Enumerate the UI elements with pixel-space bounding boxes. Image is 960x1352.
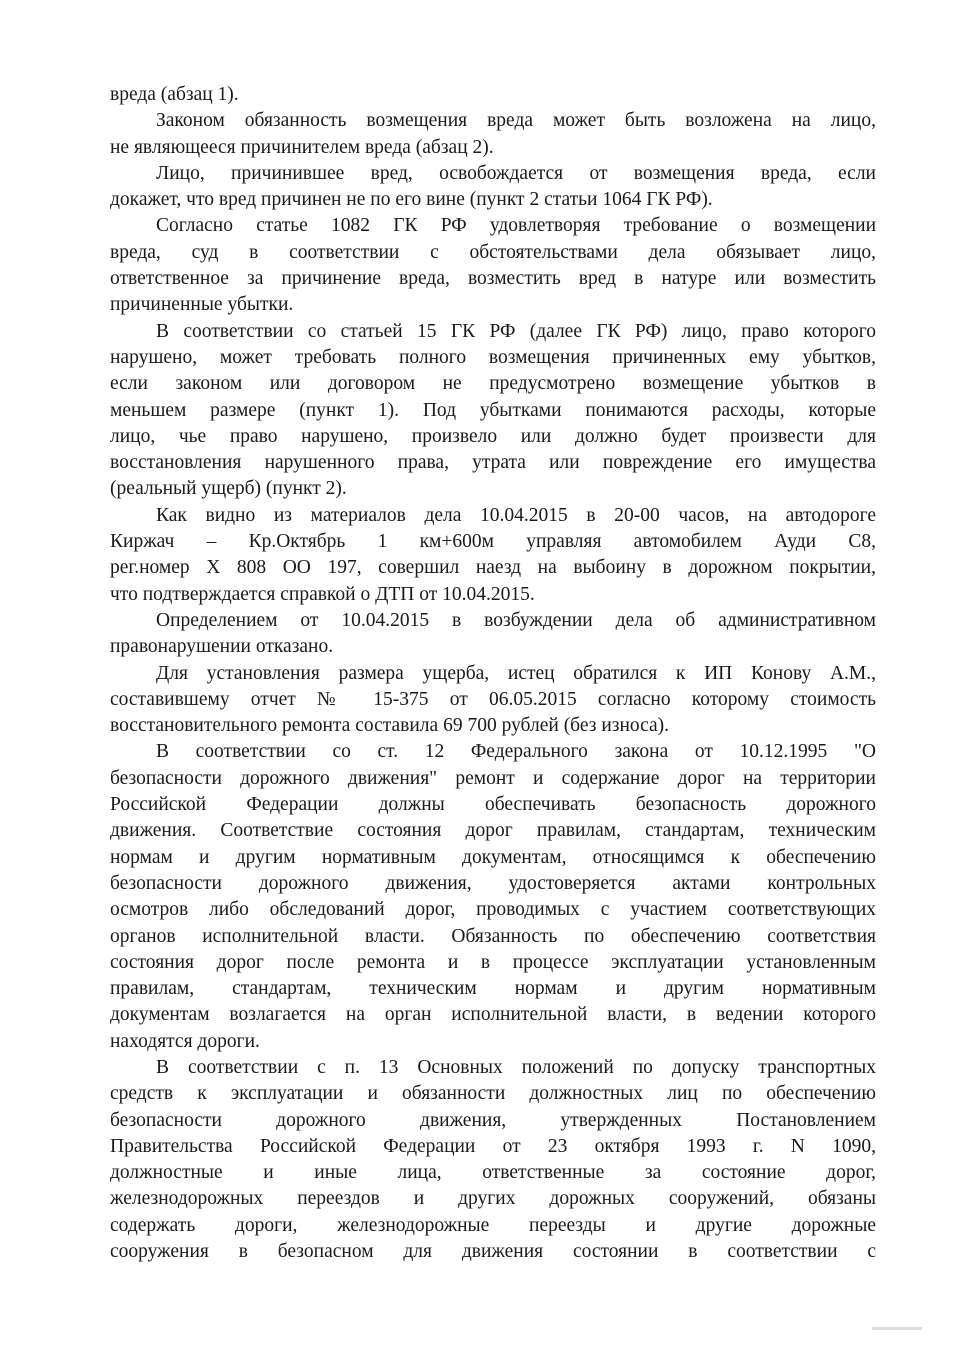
scan-artifact xyxy=(872,1327,922,1330)
text-line: восстановления нарушенного права, утрата или повреждение его имущества xyxy=(110,452,876,474)
text-line: нормам и другим нормативным документам, относящимся к обеспечению xyxy=(110,846,876,868)
document-page xyxy=(110,82,876,1265)
text-line: железнодорожных переездов и других дорожных сооружений, обязаны xyxy=(110,1188,876,1210)
text-line: восстановительного ремонта составила 69 700 рублей (без износа). xyxy=(110,715,670,737)
text-line: причиненные убытки. xyxy=(110,294,294,316)
text-line: органов исполнительной власти. Обязанность по обеспечению соответствия xyxy=(110,925,876,947)
text-line: составившему отчет № 15-375 от 06.05.2015 согласно которому стоимость xyxy=(110,688,876,710)
paragraph xyxy=(110,1055,876,1265)
text-line: вреда, суд в соответствии с обстоятельствами дела обязывает лицо, xyxy=(110,241,876,263)
text-line: докажет, что вред причинен не по его вине (пункт 2 статьи 1064 ГК РФ). xyxy=(110,189,713,211)
text-line: Правительства Российской Федерации от 23 октября 1993 г. N 1090, xyxy=(110,1135,876,1157)
text-line: безопасности дорожного движения, утвержденных Постановлением xyxy=(110,1109,876,1131)
text-line: Как видно из материалов дела 10.04.2015 в 20-00 часов, на автодороге xyxy=(156,504,876,526)
text-line: В соответствии со ст. 12 Федерального закона от 10.12.1995 "О xyxy=(156,741,876,763)
text-line: правонарушении отказано. xyxy=(110,636,334,658)
paragraph xyxy=(110,108,876,161)
paragraph xyxy=(110,82,876,108)
text-line: движения. Соответствие состояния дорог правилам, стандартам, техническим xyxy=(110,820,876,842)
text-line: сооружения в безопасном для движения состоянии в соответствии с xyxy=(110,1241,876,1263)
text-line: состояния дорог после ремонта и в процессе эксплуатации установленным xyxy=(110,951,876,973)
text-line: не являющееся причинителем вреда (абзац 2). xyxy=(110,136,494,158)
text-line: меньшем размере (пункт 1). Под убытками понимаются расходы, которые xyxy=(110,399,876,421)
text-line: документам возлагается на орган исполнительной власти, в ведении которого xyxy=(110,1004,876,1026)
text-line: что подтверждается справкой о ДТП от 10.04.2015. xyxy=(110,583,535,605)
paragraph xyxy=(110,608,876,661)
text-line: Российской Федерации должны обеспечивать безопасность дорожного xyxy=(110,794,876,816)
text-line: лицо, чье право нарушено, произвело или должно будет произвести для xyxy=(110,425,876,447)
paragraph xyxy=(110,739,876,1055)
text-line: Лицо, причинившее вред, освобождается от возмещения вреда, если xyxy=(156,162,876,184)
text-line: Законом обязанность возмещения вреда может быть возложена на лицо, xyxy=(156,110,876,132)
text-line: (реальный ущерб) (пункт 2). xyxy=(110,478,347,500)
text-line: содержать дороги, железнодорожные переезды и другие дорожные xyxy=(110,1214,876,1236)
text-line: вреда (абзац 1). xyxy=(110,84,239,105)
paragraph xyxy=(110,161,876,214)
text-line: нарушено, может требовать полного возмещения причиненных ему убытков, xyxy=(110,346,876,368)
text-line: осмотров либо обследований дорог, проводимых с участием соответствующих xyxy=(110,899,876,921)
paragraph xyxy=(110,503,876,608)
text-line: правилам, стандартам, техническим нормам и другим нормативным xyxy=(110,978,876,1000)
text-line: должностные и иные лица, ответственные за состояние дорог, xyxy=(110,1162,876,1184)
paragraph xyxy=(110,213,876,318)
paragraph xyxy=(110,319,876,503)
text-line: Киржач – Кр.Октябрь 1 км+600м управляя автомобилем Ауди С8, xyxy=(110,531,876,553)
paragraph xyxy=(110,661,876,740)
text-line: если законом или договором не предусмотрено возмещение убытков в xyxy=(110,373,876,395)
text-line: средств к эксплуатации и обязанности должностных лиц по обеспечению xyxy=(110,1083,876,1105)
text-line: ответственное за причинение вреда, возместить вред в натуре или возместить xyxy=(110,268,876,290)
text-line: безопасности дорожного движения, удостоверяется актами контрольных xyxy=(110,872,876,894)
text-line: Для установления размера ущерба, истец обратился к ИП Конову А.М., xyxy=(156,662,876,684)
text-line: Определением от 10.04.2015 в возбуждении дела об административном xyxy=(156,609,876,631)
text-line: рег.номер Х 808 ОО 197, совершил наезд на выбоину в дорожном покрытии, xyxy=(110,557,876,579)
text-line: находятся дороги. xyxy=(110,1030,260,1052)
text-line: В соответствии с п. 13 Основных положений по допуску транспортных xyxy=(156,1056,876,1078)
text-line: безопасности дорожного движения" ремонт и содержание дорог на территории xyxy=(110,767,876,789)
text-line: В соответствии со статьей 15 ГК РФ (далее ГК РФ) лицо, право которого xyxy=(156,320,876,342)
text-line: Согласно статье 1082 ГК РФ удовлетворяя требование о возмещении xyxy=(156,215,876,237)
